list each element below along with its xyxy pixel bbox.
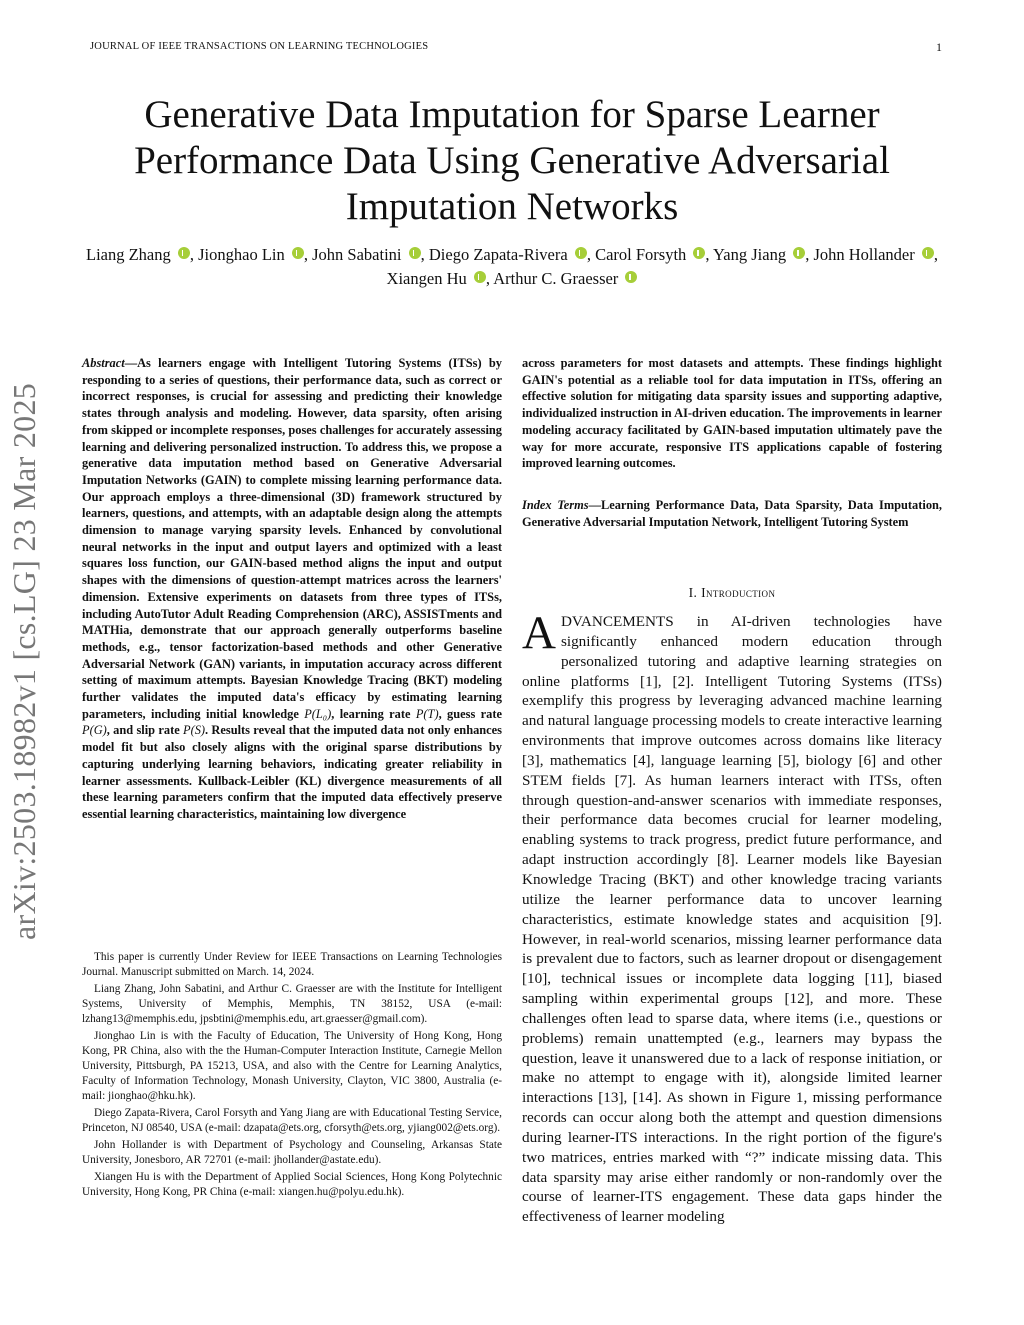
author: Diego Zapata-Rivera [429, 245, 587, 264]
footnote: Liang Zhang, John Sabatini, and Arthur C. Graesser are with the Institute for Intelligent Systems, University of Memphis, Memphis, TN 38152, USA (e-mail: lzhang13@memphis.edu, jpsbtini@memphis.edu, art.graesser@gmail.com). [82, 983, 502, 1025]
author: Arthur C. Graesser [493, 269, 637, 288]
orcid-icon[interactable] [178, 247, 190, 259]
orcid-icon[interactable] [292, 247, 304, 259]
orcid-icon[interactable] [693, 247, 705, 259]
footnote: Xiangen Hu is with the Department of Applied Social Sciences, Hong Kong Polytechnic University, Hong Kong, PR China (e-mail: xiangen.hu@polyu.edu.hk). [82, 1171, 502, 1198]
index-terms: Index Terms—Learning Performance Data, Data Sparsity, Data Imputation, Generative Adversarial Imputation Network, Intelligent Tutoring System [522, 498, 942, 529]
math-symbol: P(T) [415, 706, 439, 721]
author: Yang Jiang [713, 245, 805, 264]
footnote: Diego Zapata-Rivera, Carol Forsyth and Yang Jiang are with Educational Testing Service, Princeton, NJ 08540, USA (e-mail: dzapata@ets.org, cforsyth@ets.org, yjiang002@ets.org). [82, 1107, 502, 1134]
index-terms-label: Index Terms [522, 498, 589, 512]
author: Jionghao Lin [198, 245, 304, 264]
abstract-continuation: across parameters for most datasets and attempts. These findings highlight GAIN's potential as a reliable tool for data imputation in ITSs, offering an effective solution for mitigating data sparsity issues and supporting adaptive, individualized instruction in AI-driven education. The improvements in learner modeling accuracy facilitated by GAIN-based imputation ultimately pave the way for more accurate, responsive ITS applications capable of fostering improved learning outcomes. [522, 356, 942, 471]
author: John Sabatini [312, 245, 421, 264]
running-header: JOURNAL OF IEEE TRANSACTIONS ON LEARNING TECHNOLOGIES [90, 41, 429, 52]
arxiv-identifier[interactable]: arXiv:2503.18982v1 [cs.LG] 23 Mar 2025 [6, 382, 42, 940]
math-symbol: P(S) [183, 723, 206, 738]
math-symbol: P(G) [82, 723, 107, 738]
author: Carol Forsyth [595, 245, 705, 264]
footnotes [82, 950, 502, 1202]
paper-title: Generative Data Imputation for Sparse Learner Performance Data Using Generative Adversarial Imputation Networks [134, 93, 890, 228]
abstract: Abstract—As learners engage with Intelligent Tutoring Systems (ITSs) by responding to a series of questions, their performance data, such as correct or incorrect responses, is crucial for assessing and predicting their knowledge states through analysis and modeling. However, data sparsity, often arising from skipped or incomplete responses, poses challenges for accurately assessing learning and delivering personalized instruction. To address this, we propose a generative data imputation method based on Generative Adversarial Imputation Networks (GAIN) to complete missing learning performance data. Our approach employs a three-dimensional (3D) framework structured by learners, questions, and attempts, with an adaptable design along the attempts dimension to manage varying sparsity levels. Enhanced by convolutional neural networks in the input and output layers and optimized with a least squares loss function, our GAIN-based method aligns the input and output shapes with the dimensions of question-attempt matrices across the learners' dimension. Extensive experiments on datasets from three types of ITSs, including AutoTutor Adult Reading Comprehension (ARC), ASSISTments and MATHia, demonstrate that our approach generally outperforms baseline methods, e.g., tensor factorization-based methods and other Generative Adversarial Network (GAN) variants, in imputation accuracy across different setting of maximum attempts. Bayesian Knowledge Tracing (BKT) modeling further validates the imputed data's efficacy by estimating learning parameters, including initial knowledge P(L₀), learning rate P(T), guess rate P(G), and slip rate P(S). Results reveal that the imputed data not only enhances model fit but also closely aligns with the original sparse distributions by capturing underlying learning behaviors, indicating greater reliability in learner assessments. Kullback-Leibler (KL) divergence measurements of all these learning parameters confirm that the imputed data effectively preserve essential learning characteristics, maintaining low divergence [82, 356, 502, 821]
author-list: Liang Zhang , Jionghao Lin , John Sabatini , Diego Zapata-Rivera , Carol Forsyth , Yang Jiang , John Hollander , Xiangen Hu , Arthur C. Graesser [85, 245, 938, 288]
math-symbol: P(L₀) [304, 706, 332, 721]
orcid-icon[interactable] [625, 271, 637, 283]
page-number: 1 [936, 40, 942, 54]
orcid-icon[interactable] [922, 247, 934, 259]
author: Liang Zhang [86, 245, 190, 264]
introduction-body: ADVANCEMENTS in AI-driven technologies have significantly enhanced modern education through personalized tutoring and adaptive learning strategies on online platforms [1], [2]. Intelligent Tutoring Systems (ITSs) exemplify this progress by leveraging advanced machine learning and natural language processing models to create interactive learning environments that improve outcomes across domains like literacy [3], mathematics [4], language learning [5], biology [6] and other STEM fields [7]. As human learners interact with ITSs, often through question-and-answer scenarios with immediate responses, their performance data becomes crucial for learner modeling, enabling systems to track progress, predict future performance, and adapt instruction accordingly [8]. Learner models like Bayesian Knowledge Tracing (BKT) and other knowledge tracing variants utilize the learner performance data to uncover learning characteristics, estimate knowledge states and acquisition [9]. However, in real-world scenarios, missing learner performance data is prevalent due to factors, such as learner dropout or disengagement [10], technical issues or incomplete data logging [11], biased sampling within experimental groups [12], and more. These challenges often lead to sparse data, where items (i.e., questions or problems) remain unattempted (e.g., learners may bypass the question, leave it unanswered due to a lack of response initiation, or make no attempt to engage with it), alongside limited learner interactions [13], [14]. As shown in Figure 1, missing performance records can occur along both the attempt and question dimensions during learner-ITS interactions. In the right portion of the figure's two matrices, entries marked with “?” indicate missing data. This data sparsity may arise either randomly or non-randomly over the course of learner-ITS engagement. These data gaps hinder the effectiveness of learner modeling [522, 607, 943, 1226]
footnote: John Hollander is with Department of Psychology and Counseling, Arkansas State University, Jonesboro, AR 72701 (e-mail: jhollander@astate.edu). [82, 1139, 502, 1166]
drop-cap: A [522, 607, 556, 659]
author: Xiangen Hu [387, 269, 486, 288]
orcid-icon[interactable] [474, 271, 486, 283]
orcid-icon[interactable] [409, 247, 421, 259]
orcid-icon[interactable] [793, 247, 805, 259]
section-heading: I. Introduction [688, 585, 776, 600]
abstract-label: Abstract [82, 356, 125, 370]
author: John Hollander [813, 245, 933, 264]
orcid-icon[interactable] [575, 247, 587, 259]
footnote: Jionghao Lin is with the Faculty of Education, The University of Hong Kong, Hong Kong, PR China, also with the the Human-Computer Interaction Institute, Carnegie Mellon University, Pittsburgh, PA 15213, USA, and also with the Centre for Learning Analytics, Faculty of Information Technology, Monash University, Clayton, VIC 3800, Australia (e-mail: jionghao@hku.hk). [82, 1030, 502, 1102]
footnote: This paper is currently Under Review for IEEE Transactions on Learning Technologies Journal. Manuscript submitted on March. 14, 2024. [82, 951, 502, 978]
